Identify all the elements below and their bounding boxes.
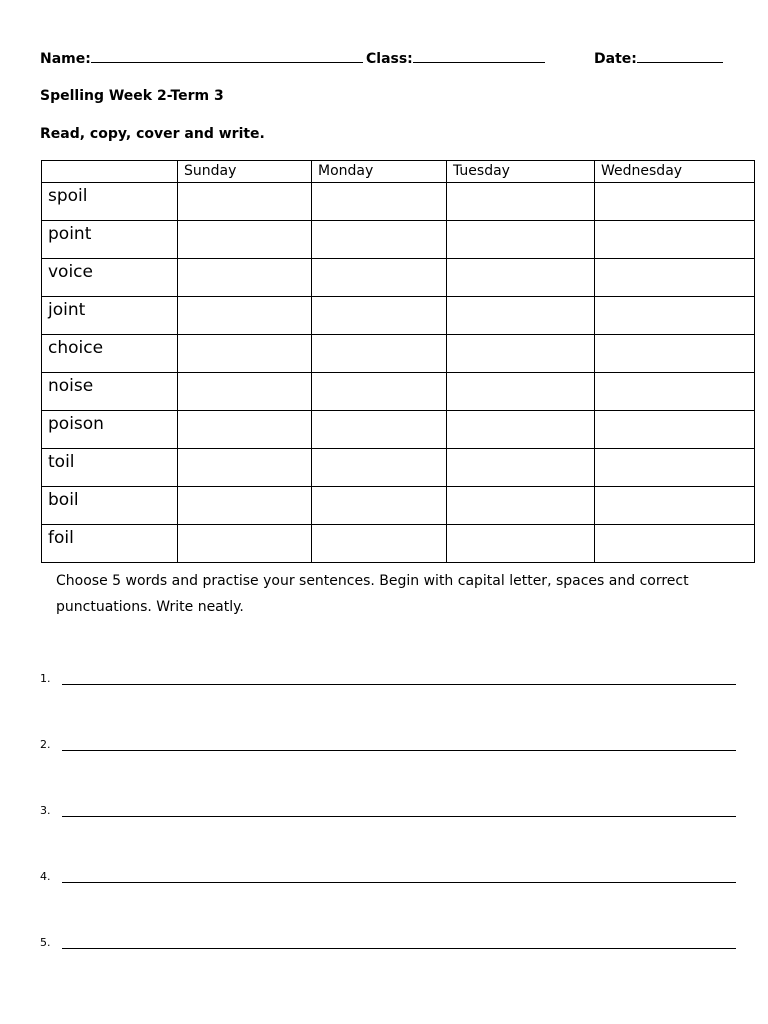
writing-cell[interactable]	[178, 259, 312, 297]
writing-cell[interactable]	[447, 297, 595, 335]
writing-cell[interactable]	[595, 525, 755, 563]
table-row	[42, 335, 755, 373]
sentence-number: 1.	[40, 672, 51, 685]
writing-cell[interactable]	[178, 183, 312, 221]
writing-cell[interactable]	[312, 411, 447, 449]
writing-cell[interactable]	[595, 297, 755, 335]
spelling-table	[41, 160, 755, 563]
spelling-word: joint	[42, 297, 178, 335]
sentence-number: 2.	[40, 738, 51, 751]
writing-cell[interactable]	[312, 449, 447, 487]
writing-rule[interactable]	[62, 816, 736, 817]
writing-cell[interactable]	[178, 297, 312, 335]
class-label: Class:	[366, 51, 413, 67]
writing-cell[interactable]	[178, 373, 312, 411]
table-row	[42, 373, 755, 411]
writing-cell[interactable]	[447, 373, 595, 411]
writing-cell[interactable]	[595, 449, 755, 487]
table-row	[42, 297, 755, 335]
writing-rule[interactable]	[62, 750, 736, 751]
writing-cell[interactable]	[595, 411, 755, 449]
spelling-word: toil	[42, 449, 178, 487]
writing-cell[interactable]	[178, 487, 312, 525]
spelling-word: poison	[42, 411, 178, 449]
writing-cell[interactable]	[595, 487, 755, 525]
writing-cell[interactable]	[447, 221, 595, 259]
writing-rule[interactable]	[62, 882, 736, 883]
instructions-text: Read, copy, cover and write.	[40, 126, 265, 142]
sentence-line[interactable]	[40, 934, 736, 954]
sentence-line[interactable]	[40, 736, 736, 756]
name-field[interactable]	[40, 48, 363, 67]
table-row	[42, 487, 755, 525]
spelling-word: foil	[42, 525, 178, 563]
table-row	[42, 259, 755, 297]
writing-cell[interactable]	[312, 487, 447, 525]
writing-cell[interactable]	[178, 221, 312, 259]
class-field[interactable]	[366, 48, 545, 67]
writing-rule[interactable]	[62, 684, 736, 685]
writing-cell[interactable]	[312, 373, 447, 411]
writing-cell[interactable]	[595, 259, 755, 297]
spelling-word: choice	[42, 335, 178, 373]
name-label: Name:	[40, 51, 91, 67]
column-header-wednesday: Wednesday	[595, 161, 755, 183]
writing-cell[interactable]	[595, 335, 755, 373]
table-row	[42, 449, 755, 487]
date-field[interactable]	[594, 48, 723, 67]
writing-cell[interactable]	[312, 221, 447, 259]
writing-cell[interactable]	[312, 297, 447, 335]
table-row	[42, 411, 755, 449]
column-header	[42, 161, 178, 183]
writing-cell[interactable]	[178, 525, 312, 563]
sentence-line[interactable]	[40, 802, 736, 822]
sentence-number: 5.	[40, 936, 51, 949]
writing-cell[interactable]	[312, 335, 447, 373]
sentence-line[interactable]	[40, 868, 736, 888]
sentence-number: 4.	[40, 870, 51, 883]
writing-cell[interactable]	[447, 525, 595, 563]
writing-cell[interactable]	[447, 487, 595, 525]
writing-cell[interactable]	[447, 183, 595, 221]
table-header-row	[42, 161, 755, 183]
table-row	[42, 525, 755, 563]
writing-cell[interactable]	[447, 449, 595, 487]
writing-cell[interactable]	[178, 411, 312, 449]
writing-cell[interactable]	[178, 335, 312, 373]
spelling-word: spoil	[42, 183, 178, 221]
writing-cell[interactable]	[447, 259, 595, 297]
writing-cell[interactable]	[312, 525, 447, 563]
writing-cell[interactable]	[595, 183, 755, 221]
writing-cell[interactable]	[595, 373, 755, 411]
writing-cell[interactable]	[312, 183, 447, 221]
writing-rule[interactable]	[62, 948, 736, 949]
writing-cell[interactable]	[447, 411, 595, 449]
writing-cell[interactable]	[595, 221, 755, 259]
column-header-sunday: Sunday	[178, 161, 312, 183]
writing-cell[interactable]	[178, 449, 312, 487]
spelling-word: noise	[42, 373, 178, 411]
writing-cell[interactable]	[447, 335, 595, 373]
date-blank[interactable]	[637, 48, 723, 63]
name-blank[interactable]	[91, 48, 363, 63]
table-row	[42, 183, 755, 221]
table-row	[42, 221, 755, 259]
column-header-monday: Monday	[312, 161, 447, 183]
writing-cell[interactable]	[312, 259, 447, 297]
sentence-number: 3.	[40, 804, 51, 817]
column-header-tuesday: Tuesday	[447, 161, 595, 183]
sentence-prompt: Choose 5 words and practise your sentences. Begin with capital letter, spaces and correct punctuations. Write neatly.	[56, 573, 689, 615]
date-label: Date:	[594, 51, 637, 67]
spelling-word: point	[42, 221, 178, 259]
sentence-line[interactable]	[40, 670, 736, 690]
worksheet-title: Spelling Week 2-Term 3	[40, 88, 224, 104]
spelling-word: voice	[42, 259, 178, 297]
spelling-word: boil	[42, 487, 178, 525]
class-blank[interactable]	[413, 48, 545, 63]
